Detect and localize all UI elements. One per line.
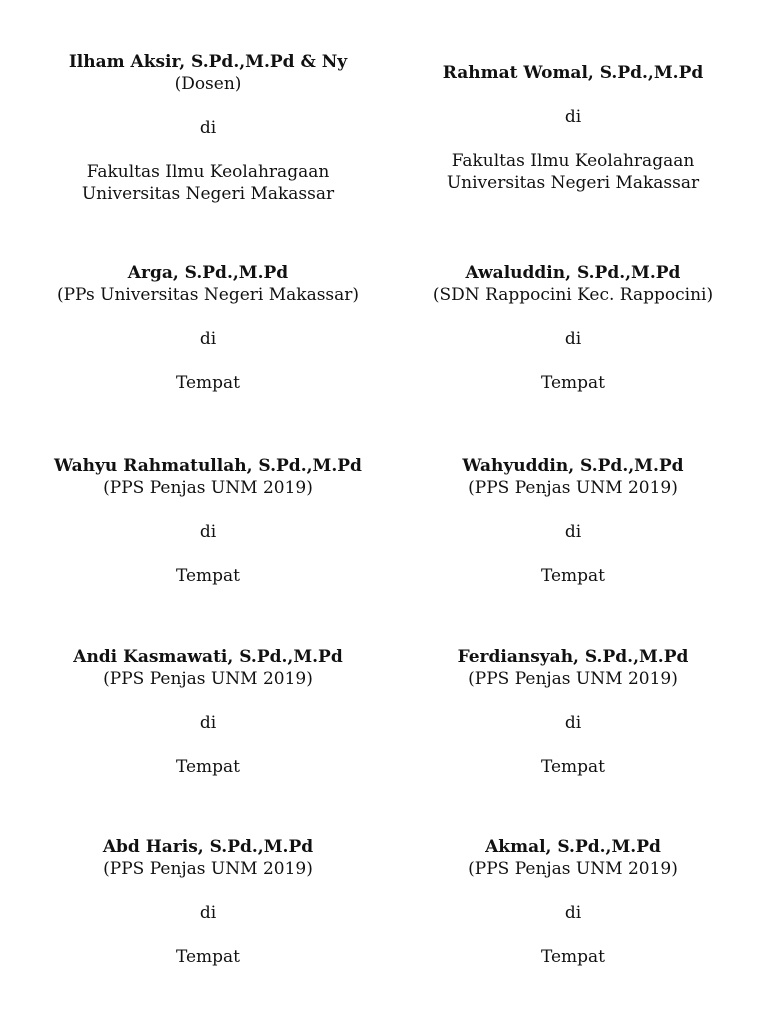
address-line: Tempat <box>175 373 241 393</box>
address-label <box>381 646 765 778</box>
preposition: di <box>564 903 582 923</box>
preposition: di <box>564 522 582 542</box>
address-label <box>381 62 765 194</box>
recipient-affiliation: (PPS Penjas UNM 2019) <box>103 669 313 689</box>
preposition: di <box>199 118 217 138</box>
address-line: Tempat <box>175 566 241 586</box>
recipient-name: Wahyuddin, S.Pd.,M.Pd <box>462 456 684 476</box>
recipient-affiliation: (PPS Penjas UNM 2019) <box>468 859 678 879</box>
address-label <box>16 836 400 968</box>
recipient-affiliation: (PPS Penjas UNM 2019) <box>468 478 678 498</box>
preposition: di <box>564 329 582 349</box>
preposition: di <box>564 713 582 733</box>
address-label <box>381 455 765 587</box>
recipient-affiliation: (PPS Penjas UNM 2019) <box>468 669 678 689</box>
address-label <box>381 836 765 968</box>
recipient-name: Rahmat Womal, S.Pd.,M.Pd <box>442 63 704 83</box>
recipient-name: Andi Kasmawati, S.Pd.,M.Pd <box>73 647 343 667</box>
address-label <box>16 646 400 778</box>
recipient-name: Awaluddin, S.Pd.,M.Pd <box>465 263 681 283</box>
recipient-affiliation: (PPS Penjas UNM 2019) <box>103 478 313 498</box>
recipient-name: Abd Haris, S.Pd.,M.Pd <box>102 837 314 857</box>
recipient-affiliation: (PPS Penjas UNM 2019) <box>103 859 313 879</box>
preposition: di <box>564 107 582 127</box>
address-line: Fakultas Ilmu Keolahragaan <box>86 162 330 182</box>
preposition: di <box>199 522 217 542</box>
address-line: Tempat <box>540 566 606 586</box>
address-line: Tempat <box>540 757 606 777</box>
recipient-name: Akmal, S.Pd.,M.Pd <box>485 837 661 857</box>
address-line: Tempat <box>540 947 606 967</box>
address-line: Tempat <box>540 373 606 393</box>
preposition: di <box>199 329 217 349</box>
address-label <box>16 262 400 394</box>
preposition: di <box>199 903 217 923</box>
recipient-name: Arga, S.Pd.,M.Pd <box>127 263 289 283</box>
address-line: Universitas Negeri Makassar <box>446 173 700 193</box>
address-label <box>381 262 765 394</box>
address-line: Universitas Negeri Makassar <box>81 184 335 204</box>
recipient-affiliation: (PPs Universitas Negeri Makassar) <box>56 285 360 305</box>
recipient-affiliation: (Dosen) <box>174 74 242 94</box>
address-line: Tempat <box>175 757 241 777</box>
preposition: di <box>199 713 217 733</box>
address-label <box>16 455 400 587</box>
recipient-name: Wahyu Rahmatullah, S.Pd.,M.Pd <box>54 456 362 476</box>
recipient-name: Ilham Aksir, S.Pd.,M.Pd & Ny <box>68 52 348 72</box>
address-line: Tempat <box>175 947 241 967</box>
address-label <box>16 51 400 205</box>
recipient-name: Ferdiansyah, S.Pd.,M.Pd <box>457 647 689 667</box>
recipient-affiliation: (SDN Rappocini Kec. Rappocini) <box>432 285 714 305</box>
address-line: Fakultas Ilmu Keolahragaan <box>451 151 695 171</box>
